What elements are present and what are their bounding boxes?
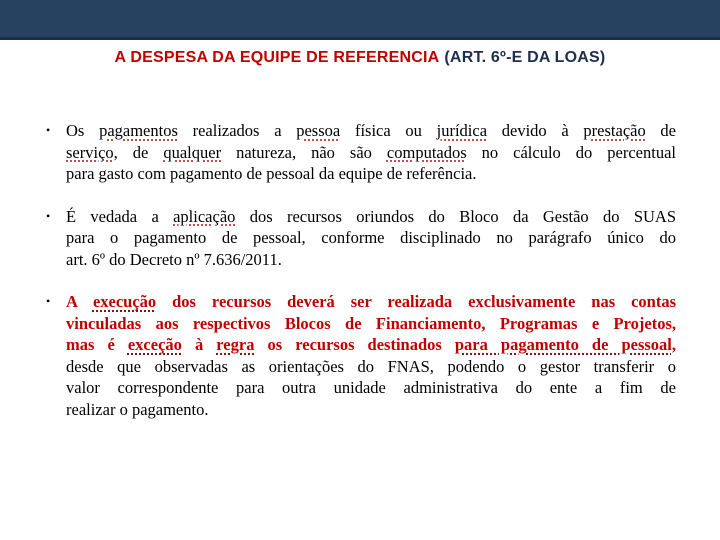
text-segment: prestação [583, 121, 646, 140]
text-segment: realizados a [177, 121, 297, 140]
bullet-marker-icon: • [46, 208, 51, 223]
text-segment: A [66, 292, 93, 311]
text-segment: pessoa [296, 121, 341, 140]
text-segment: jurídica [436, 121, 488, 140]
text-segment: regra [216, 335, 255, 354]
bullet-text [66, 291, 676, 420]
text-segment: realizar o pagamento. [66, 399, 209, 419]
text-segment: É vedada a [66, 206, 174, 226]
text-segment: Os [66, 121, 100, 140]
bullet-item [0, 206, 720, 271]
text-line [66, 399, 676, 421]
text-line [66, 377, 676, 399]
text-segment: à [181, 335, 217, 354]
bullet-text [66, 206, 676, 271]
text-line [66, 227, 676, 249]
text-segment: exceção [127, 335, 182, 354]
text-segment: devido à [487, 121, 584, 140]
text-line [66, 142, 676, 164]
text-line [66, 334, 676, 356]
text-segment: , [671, 335, 676, 354]
text-segment: natureza, não são [221, 142, 387, 162]
text-segment: os recursos destinados [254, 335, 455, 354]
text-segment: física ou [340, 121, 437, 140]
text-segment: pagamentos [99, 121, 178, 140]
text-segment: mas é [66, 335, 128, 354]
bullet-item [0, 291, 720, 420]
text-segment: para o pagamento de pessoal, conforme disciplinado no parágrafo único do [66, 228, 676, 247]
text-line [66, 206, 676, 228]
text-segment: desde que observadas as orientações do FNAS, podendo o gestor transferir o [66, 356, 676, 376]
text-segment: aplicação [173, 206, 236, 226]
text-segment: vinculadas aos respectivos Blocos de Financiamento, Programas e Projetos, [66, 313, 676, 333]
text-segment: para pagamento de pessoal [454, 335, 672, 354]
bullet-item [0, 120, 720, 185]
text-segment: de [645, 121, 677, 140]
text-line [66, 291, 676, 313]
text-segment: valor correspondente para outra unidade administrativa do ente a fim de [66, 378, 676, 397]
text-segment: para gasto com pagamento de pessoal da equipe de referência. [66, 164, 477, 183]
text-line [66, 313, 676, 335]
text-line [66, 120, 676, 142]
text-segment: art. 6º do Decreto nº 7.636/2011. [66, 249, 282, 269]
slide-title-main: A DESPESA DA EQUIPE DE REFERENCIA [114, 49, 440, 66]
slide-title [0, 48, 720, 67]
text-line [66, 356, 676, 378]
text-segment: execução [92, 292, 157, 311]
slide-title-paren: (ART. 6º-E DA LOAS) [444, 49, 606, 66]
text-segment: , de [113, 142, 164, 162]
text-segment: dos recursos oriundos do Bloco da Gestão do SUAS [235, 206, 676, 226]
bullet-list [0, 120, 720, 420]
bullet-marker-icon: • [46, 123, 51, 137]
bullet-text [66, 120, 676, 185]
text-segment: dos recursos deverá ser realizada exclusivamente nas contas [156, 292, 676, 311]
text-line [66, 163, 676, 185]
text-segment: serviço [66, 142, 114, 162]
text-segment: no cálculo do percentual [466, 142, 676, 162]
top-accent-bar [0, 0, 720, 40]
bullet-marker-icon: • [46, 294, 51, 308]
text-line [66, 249, 676, 271]
text-segment: computados [386, 142, 467, 162]
text-segment: qualquer [163, 142, 222, 162]
